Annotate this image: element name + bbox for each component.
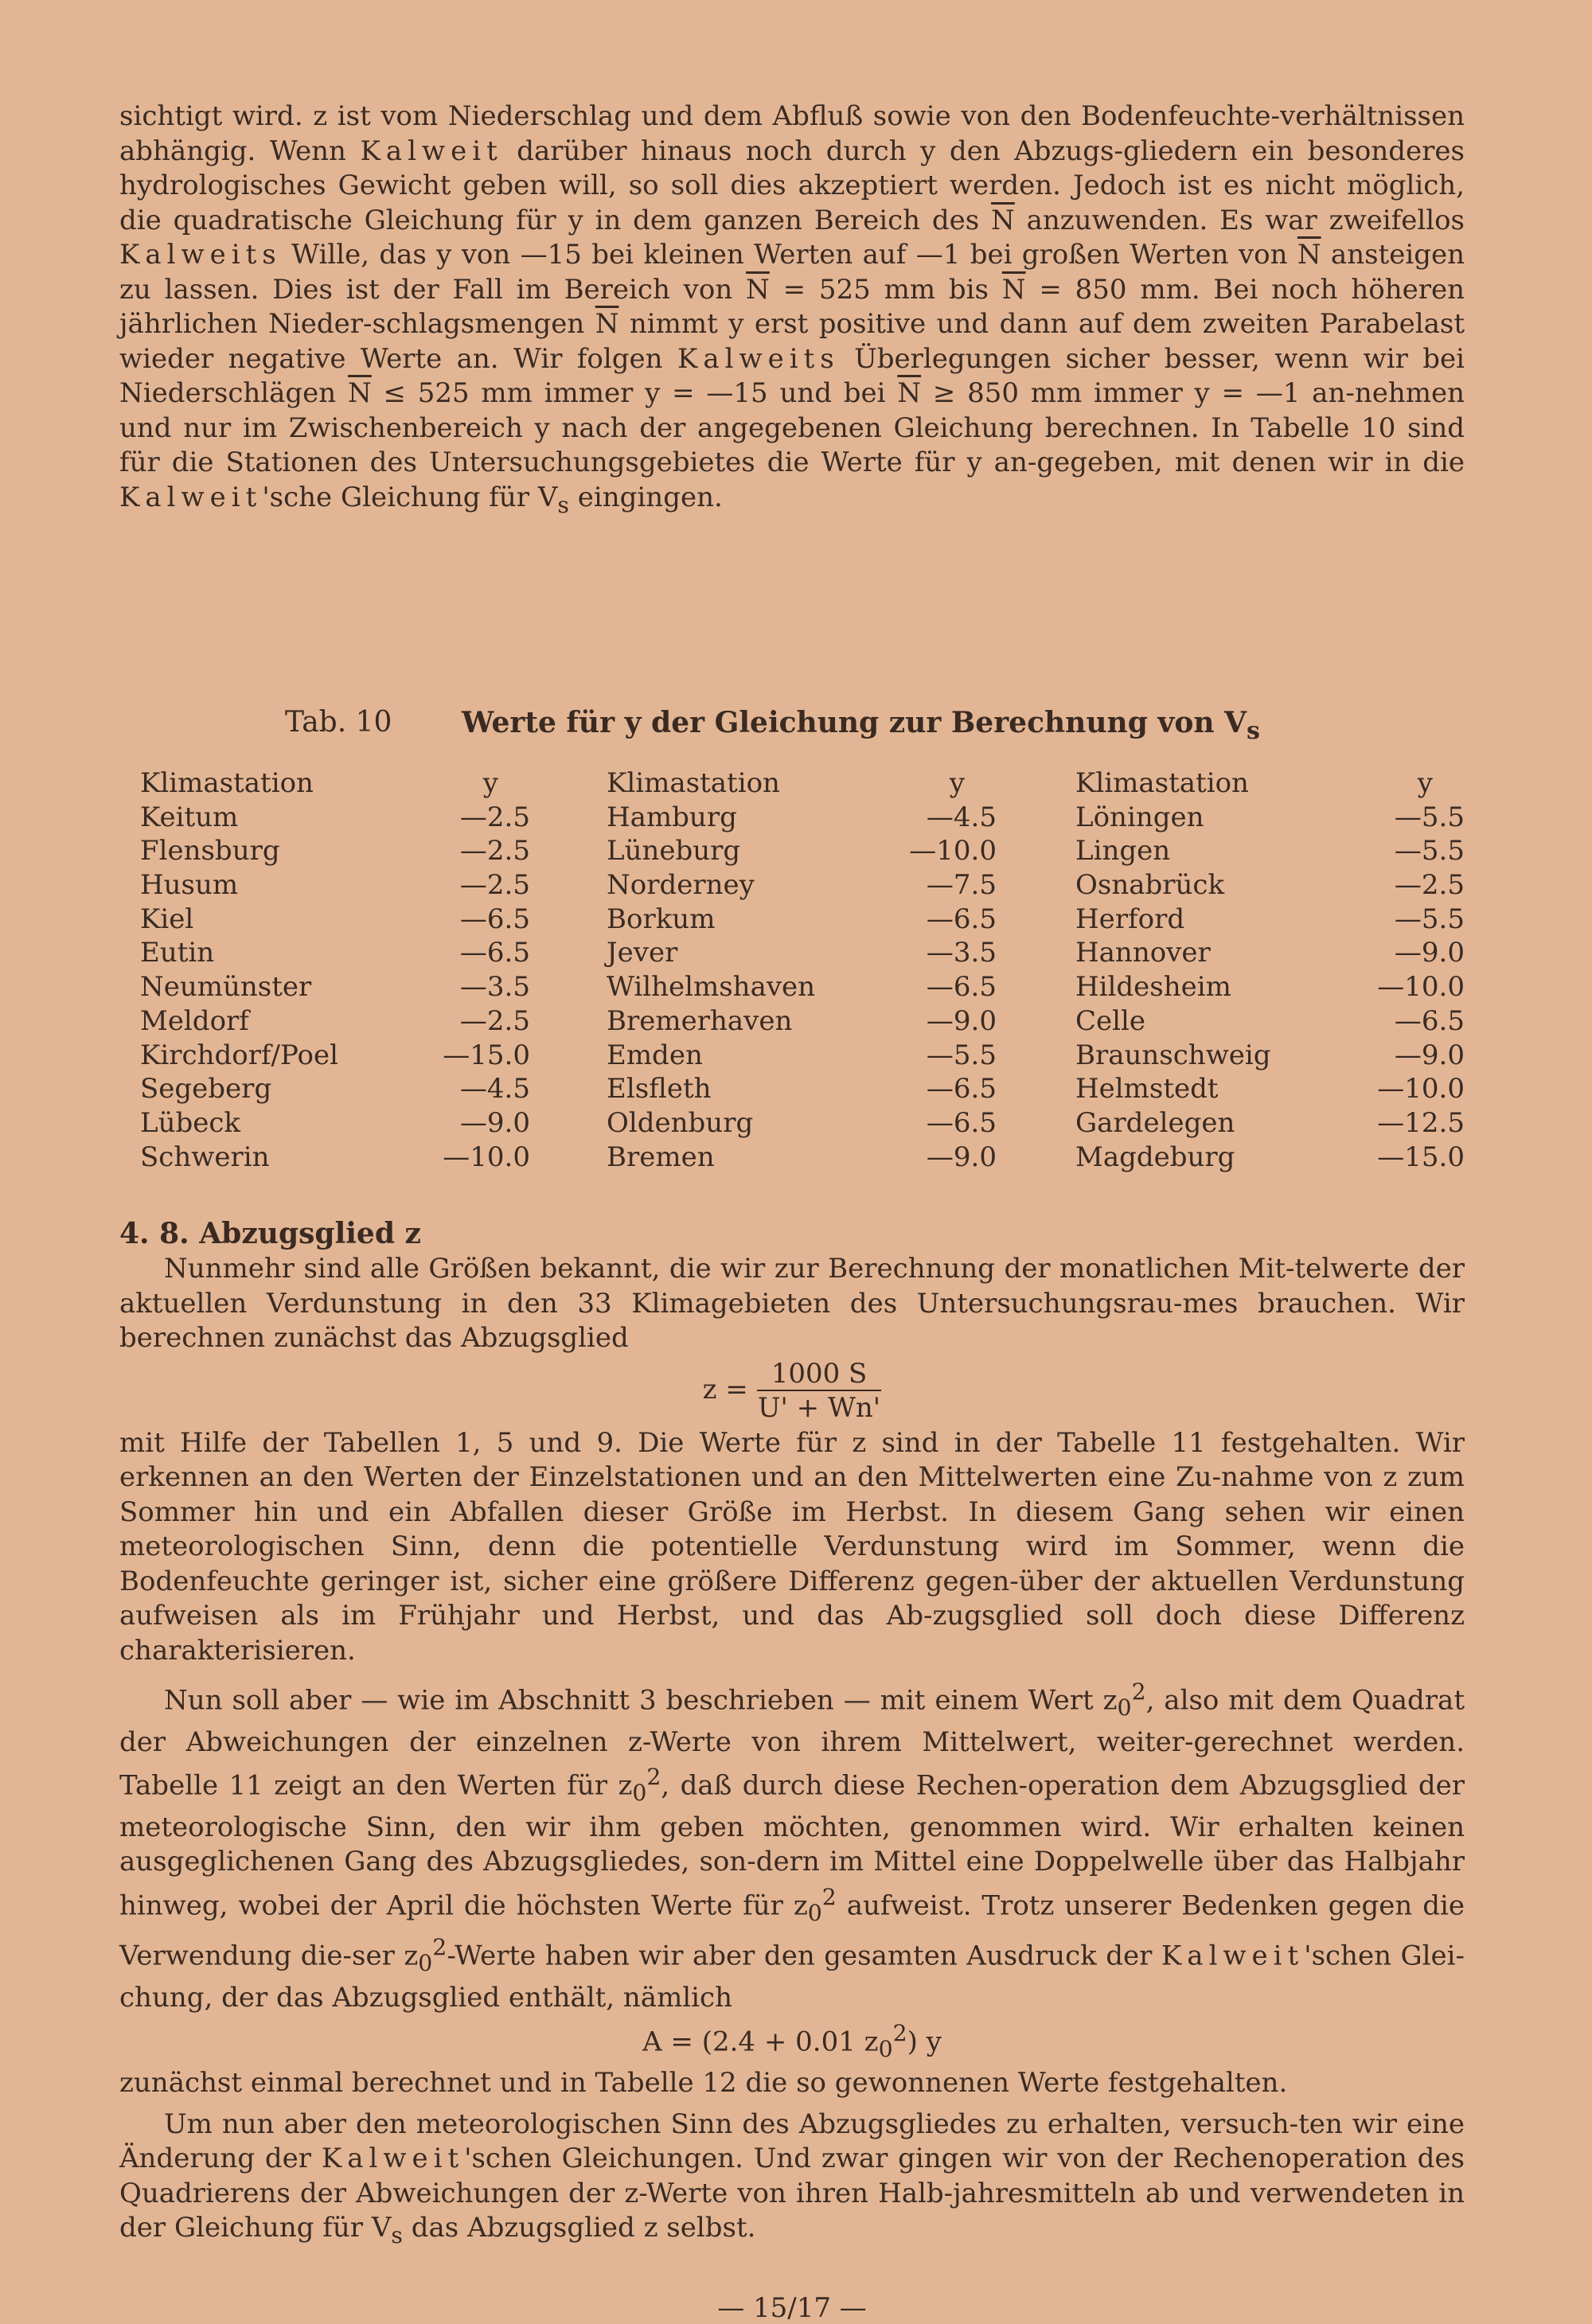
y-value: —5.5 bbox=[1394, 835, 1465, 868]
station-name: Bremen bbox=[607, 1141, 715, 1173]
table-column-1 bbox=[140, 766, 530, 1174]
y-value: —6.5 bbox=[459, 937, 530, 969]
station-name: Bremerhaven bbox=[607, 1004, 793, 1037]
header-station: Klimastation bbox=[607, 767, 780, 799]
table-row bbox=[1075, 868, 1465, 903]
table-row bbox=[1075, 1039, 1465, 1073]
station-name: Emden bbox=[607, 1039, 703, 1071]
station-name: Lübeck bbox=[140, 1106, 241, 1139]
y-value: —15.0 bbox=[1377, 1141, 1465, 1173]
formula-z bbox=[119, 1358, 1465, 1425]
table-number: Tab. 10 bbox=[285, 706, 392, 739]
station-name: Husum bbox=[140, 869, 239, 902]
station-name: Segeberg bbox=[140, 1073, 272, 1105]
y-value: —6.5 bbox=[926, 1073, 997, 1105]
table-row bbox=[1075, 801, 1465, 835]
table-row bbox=[140, 936, 530, 970]
y-value: —5.5 bbox=[926, 1039, 997, 1071]
table-row bbox=[607, 1141, 997, 1175]
table-row bbox=[607, 1106, 997, 1141]
station-name: Lingen bbox=[1075, 835, 1171, 868]
table-row bbox=[607, 868, 997, 903]
y-value: —2.5 bbox=[1394, 869, 1465, 902]
y-value: —5.5 bbox=[1394, 801, 1465, 833]
table-row bbox=[140, 1039, 530, 1073]
table-row bbox=[1075, 1072, 1465, 1106]
table-column-3 bbox=[1075, 766, 1465, 1174]
table-row bbox=[1075, 834, 1465, 868]
station-name: Schwerin bbox=[140, 1141, 270, 1173]
table-row bbox=[1075, 903, 1465, 937]
header-station: Klimastation bbox=[140, 767, 314, 799]
table-header bbox=[1075, 766, 1465, 801]
table-row bbox=[140, 1072, 530, 1106]
station-name: Kirchdorf/Poel bbox=[140, 1039, 338, 1071]
station-name: Celle bbox=[1075, 1004, 1146, 1037]
station-name: Löningen bbox=[1075, 801, 1204, 833]
formula-z-denominator: U' + Wn' bbox=[757, 1391, 881, 1424]
table-header bbox=[140, 766, 530, 801]
header-y: y bbox=[949, 767, 965, 799]
y-value: —2.5 bbox=[459, 835, 530, 868]
station-name: Wilhelmshaven bbox=[607, 971, 816, 1004]
table-row bbox=[607, 970, 997, 1004]
station-name: Elsfleth bbox=[607, 1073, 712, 1105]
table-row bbox=[607, 834, 997, 868]
y-value: —7.5 bbox=[926, 869, 997, 902]
formula-a: A = (2.4 + 0.01 $z_0^2$) y bbox=[642, 2019, 942, 2062]
y-value: —9.0 bbox=[926, 1004, 997, 1037]
paragraph-1: sichtigt wird. z ist vom Niederschlag und dem Abfluß sowie von den Bodenfeuchte-verhältnissen abhängig. Wenn Kalweit darüber hinaus noch durch y den Abzugs-gliedern ein besonderes hydrologisches Gewicht geben will, so soll dies akzeptiert werden. Jedoch ist es nicht möglich, die quadratische Gleichung für y in dem ganzen Bereich des $\overline{N}$ anzuwenden. Es war zweifellos Kalweits Wille, das y von —15 bei kleinen Werten auf —1 bei großen Werten von $\overline{N}$ ansteigen zu lassen. Dies ist der Fall im Bereich von $\overline{N} = 525$ mm bis $\overline{N} = 850$ mm. Bei noch höheren jährlichen Nieder-schlagsmengen $\overline{N}$ nimmt y erst positive und dann auf dem zweiten Parabelast wieder negative Werte an. Wir folgen Kalweits Überlegungen sicher besser, wenn wir bei Niederschlägen $\overline{N} \le 525$ mm immer y = —15 und bei $\overline{N} \ge 850$ mm immer y = —1 an-nehmen und nur im Zwischenbereich y nach der angegebenen Gleichung berechnen. In Tabelle 10 sind für die Stationen des Untersuchungsgebietes die Werte für y an-gegeben, mit denen wir in die Kalweit'sche Gleichung für $V_s$ eingingen. bbox=[119, 100, 1465, 518]
section-heading: 4. 8. Abzugsglied z bbox=[119, 1217, 421, 1250]
y-value: —10.0 bbox=[1377, 971, 1465, 1004]
table-row bbox=[140, 868, 530, 903]
section-body bbox=[119, 1252, 1465, 2252]
header-y: y bbox=[1417, 767, 1433, 799]
station-name: Flensburg bbox=[140, 835, 280, 868]
y-value: —3.5 bbox=[926, 937, 997, 969]
table-row bbox=[140, 1141, 530, 1175]
station-name: Oldenburg bbox=[607, 1106, 754, 1139]
table-row bbox=[607, 936, 997, 970]
table-title: Werte für y der Gleichung zur Berechnung von $V_s$ bbox=[462, 706, 1260, 746]
table-row bbox=[1075, 970, 1465, 1004]
table-row bbox=[1075, 936, 1465, 970]
y-value: —2.5 bbox=[459, 801, 530, 833]
y-value: —15.0 bbox=[443, 1039, 530, 1071]
station-name: Borkum bbox=[607, 903, 716, 935]
table-row bbox=[607, 1004, 997, 1039]
y-value: —6.5 bbox=[1394, 1004, 1465, 1037]
formula-z-fraction bbox=[757, 1358, 882, 1425]
station-name: Magdeburg bbox=[1075, 1141, 1235, 1173]
table-row bbox=[140, 801, 530, 835]
y-value: —6.5 bbox=[459, 903, 530, 935]
table-row bbox=[607, 1039, 997, 1073]
y-value: —6.5 bbox=[926, 903, 997, 935]
station-name: Meldorf bbox=[140, 1004, 249, 1037]
y-value: —6.5 bbox=[926, 971, 997, 1004]
station-name: Herford bbox=[1075, 903, 1185, 935]
station-name: Lüneburg bbox=[607, 835, 741, 868]
formula-z-numerator: 1000 S bbox=[757, 1358, 882, 1391]
y-value: —2.5 bbox=[459, 869, 530, 902]
station-name: Keitum bbox=[140, 801, 239, 833]
station-name: Neumünster bbox=[140, 971, 312, 1004]
station-name: Norderney bbox=[607, 869, 755, 902]
y-value: —5.5 bbox=[1394, 903, 1465, 935]
table-row bbox=[140, 1106, 530, 1141]
station-name: Braunschweig bbox=[1075, 1039, 1271, 1071]
y-value: —10.0 bbox=[443, 1141, 530, 1173]
y-value: —4.5 bbox=[926, 801, 997, 833]
y-value: —9.0 bbox=[1394, 937, 1465, 969]
paragraph-2: Nunmehr sind alle Größen bekannt, die wir zur Berechnung der monatlichen Mit-telwerte der aktuellen Verdunstung in den 33 Klimagebieten des Untersuchungsrau-mes brauchen. Wir berechnen zunächst das Abzugsglied bbox=[119, 1253, 1465, 1354]
station-name: Helmstedt bbox=[1075, 1073, 1219, 1105]
station-name: Kiel bbox=[140, 903, 194, 935]
table-row bbox=[1075, 1106, 1465, 1141]
table-header bbox=[607, 766, 997, 801]
page-number: — 15/17 — bbox=[717, 2292, 867, 2324]
y-value: —9.0 bbox=[1394, 1039, 1465, 1071]
station-name: Hannover bbox=[1075, 937, 1211, 969]
station-name: Hamburg bbox=[607, 801, 737, 833]
table-row bbox=[607, 801, 997, 835]
table-row bbox=[607, 903, 997, 937]
table-row bbox=[1075, 1004, 1465, 1039]
paragraph-3: mit Hilfe der Tabellen 1, 5 und 9. Die Werte für z sind in der Tabelle 11 festgehalten. Wir erkennen an den Werten der Einzelstationen und an den Mittelwerten eine Zu-nahme von z zum Sommer hin und ein Abfallen dieser Größe im Herbst. In diesem Gang sehen wir einen meteorologischen Sinn, denn die potentielle Verdunstung wird im Sommer, wenn die Bodenfeuchte geringer ist, sicher eine größere Differenz gegen-über der aktuellen Verdunstung aufweisen als im Frühjahr und Herbst, und das Ab-zugsglied soll doch diese Differenz charakterisieren. bbox=[119, 1426, 1465, 1667]
table-row bbox=[1075, 1141, 1465, 1175]
paragraph-6: Um nun aber den meteorologischen Sinn des Abzugsgliedes zu erhalten, versuch-ten wir eine Änderung der Kalweit'schen Gleichungen. Und zwar gingen wir von der Rechenoperation des Quadrierens der Abweichungen der z-Werte von ihren Halb-jahresmitteln ab und verwendeten in der Gleichung für $V_s$ das Abzugsglied z selbst. bbox=[119, 2108, 1465, 2248]
y-value: —10.0 bbox=[909, 835, 997, 868]
station-name: Gardelegen bbox=[1075, 1106, 1235, 1139]
table-row bbox=[140, 970, 530, 1004]
station-name: Hildesheim bbox=[1075, 971, 1231, 1004]
y-value: —9.0 bbox=[459, 1106, 530, 1139]
header-station: Klimastation bbox=[1075, 767, 1249, 799]
y-value: —4.5 bbox=[459, 1073, 530, 1105]
y-value: —3.5 bbox=[459, 971, 530, 1004]
table-row bbox=[607, 1072, 997, 1106]
station-name: Jever bbox=[607, 937, 678, 969]
station-name: Eutin bbox=[140, 937, 215, 969]
y-value: —10.0 bbox=[1377, 1073, 1465, 1105]
formula-z-lhs: z = bbox=[702, 1373, 748, 1406]
y-value: —6.5 bbox=[926, 1106, 997, 1139]
table-row bbox=[140, 834, 530, 868]
y-value: —9.0 bbox=[926, 1141, 997, 1173]
y-value: —12.5 bbox=[1377, 1106, 1465, 1139]
y-value: —2.5 bbox=[459, 1004, 530, 1037]
paragraph-5: zunächst einmal berechnet und in Tabelle 12 die so gewonnenen Werte festgehalten. bbox=[119, 2067, 1288, 2100]
table-row bbox=[140, 1004, 530, 1039]
table-row bbox=[140, 903, 530, 937]
station-name: Osnabrück bbox=[1075, 869, 1225, 902]
header-y: y bbox=[482, 767, 498, 799]
table-column-2 bbox=[607, 766, 997, 1174]
paragraph-4: Nun soll aber — wie im Abschnitt 3 beschrieben — mit einem Wert $z_0^2$, also mit dem Quadrat der Abweichungen der einzelnen z-Werte von ihrem Mittelwert, weiter-gerechnet werden. Tabelle 11 zeigt an den Werten für $z_0^2$, daß durch diese Rechen-operation dem Abzugsglied der meteorologische Sinn, den wir ihm geben möchten, genommen wird. Wir erhalten keinen ausgeglichenen Gang des Abzugsgliedes, son-dern im Mittel eine Doppelwelle über das Halbjahr hinweg, wobei der April die höchsten Werte für $z_0^2$ aufweist. Trotz unserer Bedenken gegen die Verwendung die-ser $z_0^2$-Werte haben wir aber den gesamten Ausdruck der Kalweit'schen Glei-chung, der das Abzugsglied enthält, nämlich bbox=[119, 1679, 1465, 2014]
